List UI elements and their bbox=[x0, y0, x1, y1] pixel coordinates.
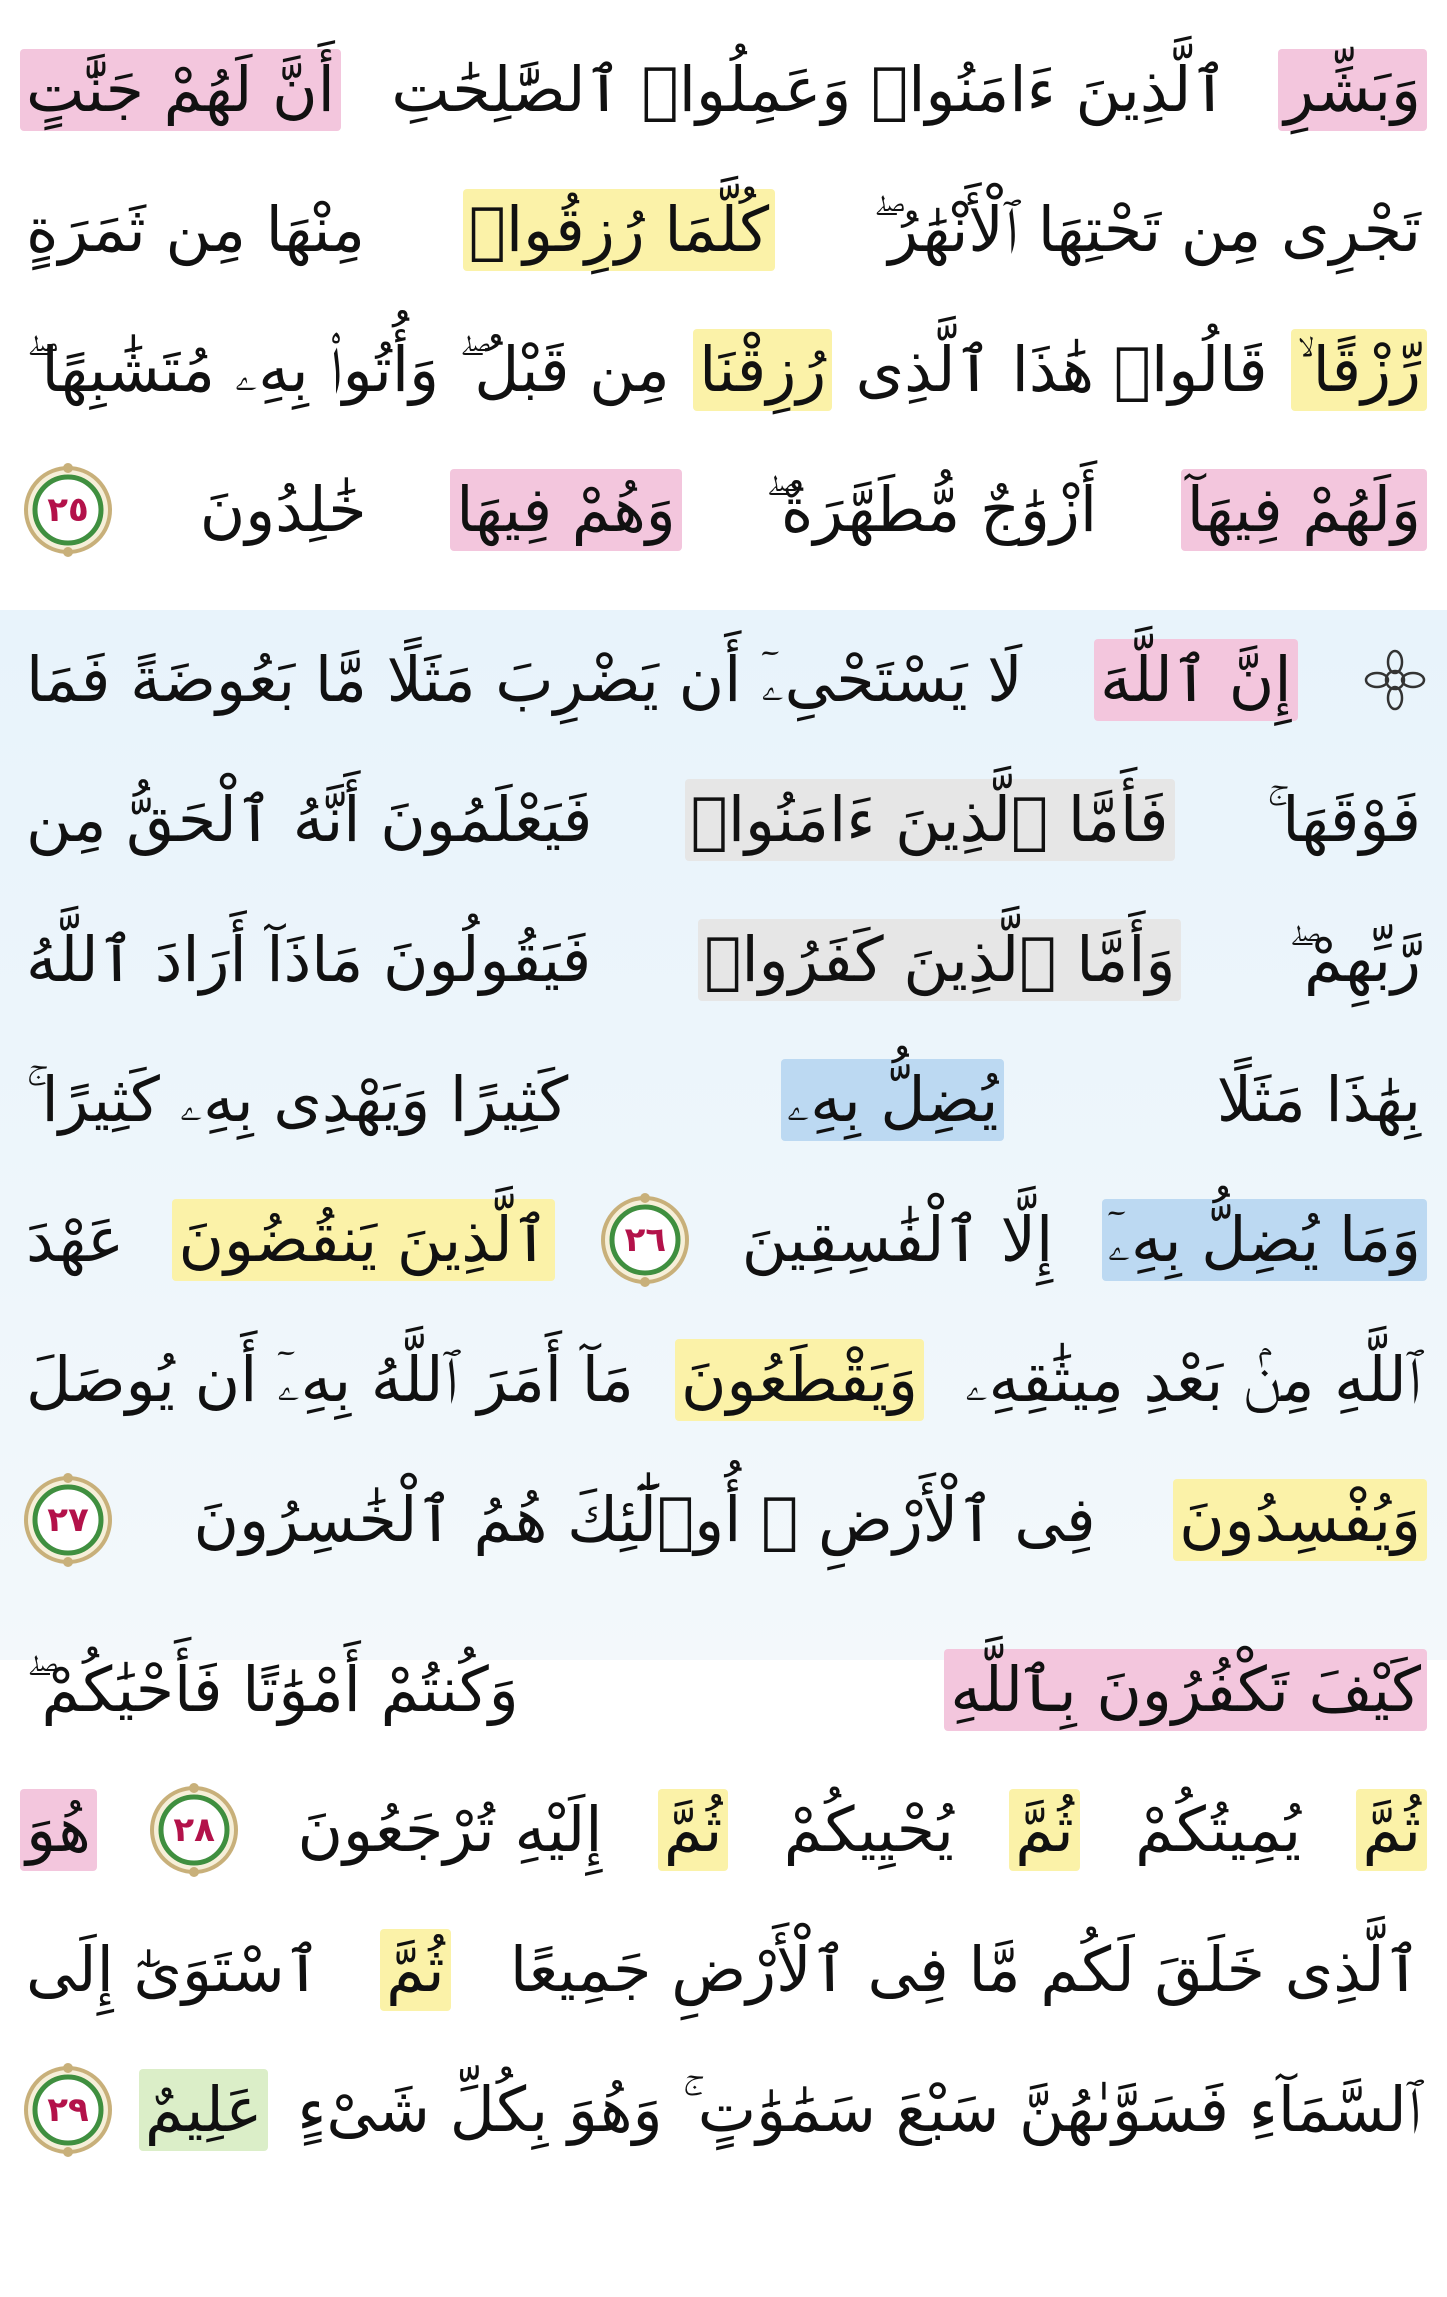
verse-text: ٱللَّهِ مِنۢ بَعْدِ مِيثَٰقِهِۦ bbox=[965, 1343, 1421, 1416]
quran-line-3 bbox=[20, 300, 1427, 440]
verse-text: مِن قَبْلُ ۖ وَأُتُوا۟ بِهِۦ مُتَشَٰبِهًا ۖ bbox=[26, 333, 670, 406]
quran-line-4 bbox=[20, 440, 1427, 580]
verse-text: فَوْقَهَا ۚ bbox=[1266, 783, 1421, 856]
verse-text: يُمِيتُكُمْ bbox=[1135, 1793, 1302, 1866]
word-thumma: ثُمَّ bbox=[1356, 1789, 1427, 1871]
word-thumma: ثُمَّ bbox=[1009, 1789, 1080, 1871]
verse-text: عَهْدَ bbox=[26, 1203, 125, 1276]
verse-text: ٱلَّذِى خَلَقَ لَكُم مَّا فِى ٱلْأَرْضِ جَمِيعًا bbox=[509, 1933, 1421, 2006]
ayah-end-marker-icon bbox=[20, 2062, 116, 2158]
verse-text: قَالُوا۟ هَٰذَا ٱلَّذِى bbox=[855, 333, 1268, 406]
quran-line-10 bbox=[20, 1310, 1427, 1450]
word-thumma: ثُمَّ bbox=[658, 1789, 729, 1871]
word-anna-lahum-jannat: أَنَّ لَهُمْ جَنَّٰتٍ bbox=[20, 49, 341, 131]
quran-line-15 bbox=[20, 2040, 1427, 2180]
word-walahum-fiha: وَلَهُمْ فِيهَآ bbox=[1181, 469, 1427, 551]
verse-text: يُحْيِيكُمْ bbox=[783, 1793, 954, 1866]
verse-text: رَّبِّهِمْ ۖ bbox=[1288, 923, 1421, 996]
verse-text: خَٰلِدُونَ bbox=[199, 473, 367, 546]
verse-text: فِى ٱلْأَرْضِ ۚ أُو۟لَٰٓئِكَ هُمُ ٱلْخَٰسِرُونَ bbox=[193, 1483, 1096, 1556]
verse-text: فَيَقُولُونَ مَاذَآ أَرَادَ ٱللَّهُ bbox=[26, 923, 592, 996]
quran-line-6 bbox=[20, 750, 1427, 890]
quran-line-1 bbox=[20, 20, 1427, 160]
quran-line-8 bbox=[20, 1030, 1427, 1170]
word-inna-allah: إِنَّ ٱللَّهَ bbox=[1094, 639, 1297, 721]
ayah-number: ٢٦ bbox=[624, 1220, 667, 1260]
word-wayufsidun: وَيُفْسِدُونَ bbox=[1173, 1479, 1427, 1561]
phrase-yudillu-bihi: يُضِلُّ بِهِۦ bbox=[781, 1059, 1005, 1141]
quran-line-7 bbox=[20, 890, 1427, 1030]
verse-text: ٱلَّذِينَ ءَامَنُوا۟ وَعَمِلُوا۟ ٱلصَّٰلِحَٰتِ bbox=[391, 53, 1228, 126]
quran-line-12 bbox=[20, 1620, 1427, 1760]
quran-line-14 bbox=[20, 1900, 1427, 2040]
verse-text: فَيَعْلَمُونَ أَنَّهُ ٱلْحَقُّ مِن bbox=[26, 783, 593, 856]
word-wabashir: وَبَشِّرِ bbox=[1278, 49, 1427, 131]
ayah-number: ٢٥ bbox=[47, 490, 89, 530]
ayah-end-marker-icon bbox=[146, 1782, 242, 1878]
verse-text: تَجْرِى مِن تَحْتِهَا ٱلْأَنْهَٰرُ ۖ bbox=[872, 193, 1421, 266]
word-wayaqtaun: وَيَقْطَعُونَ bbox=[675, 1339, 924, 1421]
verse-text: ٱسْتَوَىٰٓ إِلَى bbox=[26, 1933, 322, 2006]
phrase-fa-amma-alladhina-amanu: فَأَمَّا ٱلَّذِينَ ءَامَنُوا۟ bbox=[685, 779, 1175, 861]
verse-text: لَا يَسْتَحْىِۦٓ أَن يَضْرِبَ مَثَلًا مَّا بَعُوضَةً فَمَا bbox=[26, 643, 1023, 716]
verse-text: ٱلسَّمَآءِ فَسَوَّىٰهُنَّ سَبْعَ سَمَٰوَٰتٍ ۚ وَهُوَ بِكُلِّ شَىْءٍ bbox=[297, 2073, 1421, 2146]
word-ruziqna: رُزِقْنَا bbox=[693, 329, 832, 411]
quran-line-5 bbox=[20, 610, 1427, 750]
quran-line-11 bbox=[20, 1450, 1427, 1590]
word-thumma: ثُمَّ bbox=[380, 1929, 451, 2011]
phrase-wa-amma-alladhina-kafaru: وَأَمَّا ٱلَّذِينَ كَفَرُوا۟ bbox=[698, 919, 1181, 1001]
verse-text: بِهَٰذَا مَثَلًا bbox=[1216, 1063, 1421, 1136]
verse-text: مِنْهَا مِن ثَمَرَةٍ bbox=[26, 193, 366, 266]
quran-line-9 bbox=[20, 1170, 1427, 1310]
word-kullama-ruziqu: كُلَّمَا رُزِقُوا۟ bbox=[463, 189, 775, 271]
word-rizqan: رِّزْقًا ۙ bbox=[1291, 329, 1427, 411]
word-huwa: هُوَ bbox=[20, 1789, 97, 1871]
phrase-alladhina-yanqudun: ٱلَّذِينَ يَنقُضُونَ bbox=[172, 1199, 555, 1281]
ayah-number: ٢٨ bbox=[173, 1810, 215, 1850]
verse-text: إِلَيْهِ تُرْجَعُونَ bbox=[297, 1793, 603, 1866]
quran-line-13 bbox=[20, 1760, 1427, 1900]
verse-text: كَثِيرًا وَيَهْدِى بِهِۦ كَثِيرًا ۚ bbox=[26, 1063, 569, 1136]
verse-text: إِلَّا ٱلْفَٰسِقِينَ bbox=[741, 1203, 1054, 1276]
phrase-wa-ma-yudillu-bihi: وَمَا يُضِلُّ بِهِۦٓ bbox=[1102, 1199, 1428, 1281]
word-wahum-fiha: وَهُمْ فِيهَا bbox=[450, 469, 681, 551]
ayah-number: ٢٧ bbox=[47, 1500, 89, 1540]
ayah-end-marker-icon bbox=[597, 1192, 693, 1288]
ayah-end-marker-icon bbox=[20, 1472, 116, 1568]
rub-el-hizb-flower-icon bbox=[1363, 648, 1427, 712]
ayah-number: ٢٩ bbox=[47, 2090, 89, 2130]
quran-line-2 bbox=[20, 160, 1427, 300]
word-alim: عَلِيمٌ bbox=[139, 2069, 269, 2151]
phrase-kayfa-takfuruna-billah: كَيْفَ تَكْفُرُونَ بِٱللَّهِ bbox=[944, 1649, 1427, 1731]
verse-text: وَكُنتُمْ أَمْوَٰتًا فَأَحْيَٰكُمْ ۖ bbox=[26, 1653, 519, 1726]
verse-text: مَآ أَمَرَ ٱللَّهُ بِهِۦٓ أَن يُوصَلَ bbox=[26, 1343, 634, 1416]
ayah-end-marker-icon bbox=[20, 462, 116, 558]
verse-text: أَزْوَٰجٌ مُّطَهَّرَةٌ ۖ bbox=[765, 473, 1098, 546]
